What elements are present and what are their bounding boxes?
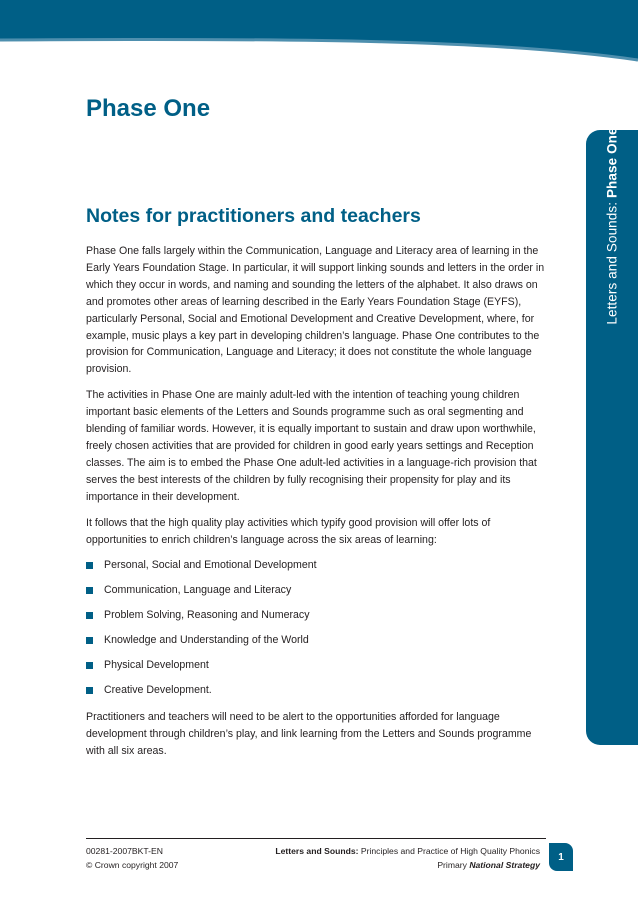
list-item: Creative Development. bbox=[86, 682, 546, 699]
bullet-square-icon bbox=[86, 687, 93, 694]
document-code: 00281-2007BKT-EN bbox=[86, 846, 163, 856]
paragraph: The activities in Phase One are mainly adult-led with the intention of teaching young children important basic elements of the Letters and Sounds programme such as oral segmenting and blending of familiar words. However, it is equally important to sustain and draw upon worthwhile, freely chosen activities that are provided for children in good early years settings and Reception classes. The aim is to embed the Phase One adult-led activities in a language-rich provision that serves the best interests of the children by fully recognising their propensity for play and its importance in their development. bbox=[86, 389, 537, 503]
list-item: Personal, Social and Emotional Development bbox=[86, 557, 546, 574]
footer-right bbox=[275, 845, 540, 872]
strategy-name: Primary National Strategy bbox=[437, 859, 540, 870]
bullet-square-icon bbox=[86, 587, 93, 594]
list-item: Problem Solving, Reasoning and Numeracy bbox=[86, 607, 546, 624]
paragraph: It follows that the high quality play activities which typify good provision will offer lots of opportunities to enrich children’s language across the six areas of learning: bbox=[86, 516, 491, 546]
bullet-square-icon bbox=[86, 612, 93, 619]
side-tab-label: Letters and Sounds: Phase One bbox=[604, 127, 620, 325]
footer-divider bbox=[86, 838, 546, 839]
copyright: © Crown copyright 2007 bbox=[86, 859, 179, 870]
areas-of-learning-list bbox=[86, 557, 546, 699]
page-title: Phase One bbox=[86, 95, 211, 122]
side-section-tab bbox=[586, 127, 638, 745]
footer-left bbox=[86, 845, 178, 872]
section-heading: Notes for practitioners and teachers bbox=[86, 205, 421, 227]
paragraph: Phase One falls largely within the Communication, Language and Literacy area of learning in the Early Years Foundation Stage. In particular, it will support linking sounds and letters in the order in which they occur in words, and naming and sounding the letters of the alphabet. It also draws on and promotes other areas of learning described in the Early Years Foundation Stage (EYFS), particularly Personal, Social and Emotional Development and Creative Development, where, for example, music plays a key part in developing children’s language. Phase One contributes to the provision for Communication, Language and Literacy; it does not constitute the whole language provision. bbox=[86, 245, 545, 376]
bullet-square-icon bbox=[86, 562, 93, 569]
bullet-square-icon bbox=[86, 662, 93, 669]
body-content bbox=[86, 243, 546, 769]
header-wave-decoration bbox=[0, 0, 638, 70]
bullet-square-icon bbox=[86, 637, 93, 644]
page-number: 1 bbox=[549, 843, 573, 871]
list-item: Physical Development bbox=[86, 657, 546, 674]
list-item: Knowledge and Understanding of the World bbox=[86, 632, 546, 649]
closing-paragraph: Practitioners and teachers will need to be alert to the opportunities afforded for language development through children’s play, and link learning from the Letters and Sounds programme with all six areas. bbox=[86, 711, 532, 758]
publication-title: Letters and Sounds: Principles and Practice of High Quality Phonics bbox=[275, 846, 540, 856]
list-item: Communication, Language and Literacy bbox=[86, 582, 546, 599]
